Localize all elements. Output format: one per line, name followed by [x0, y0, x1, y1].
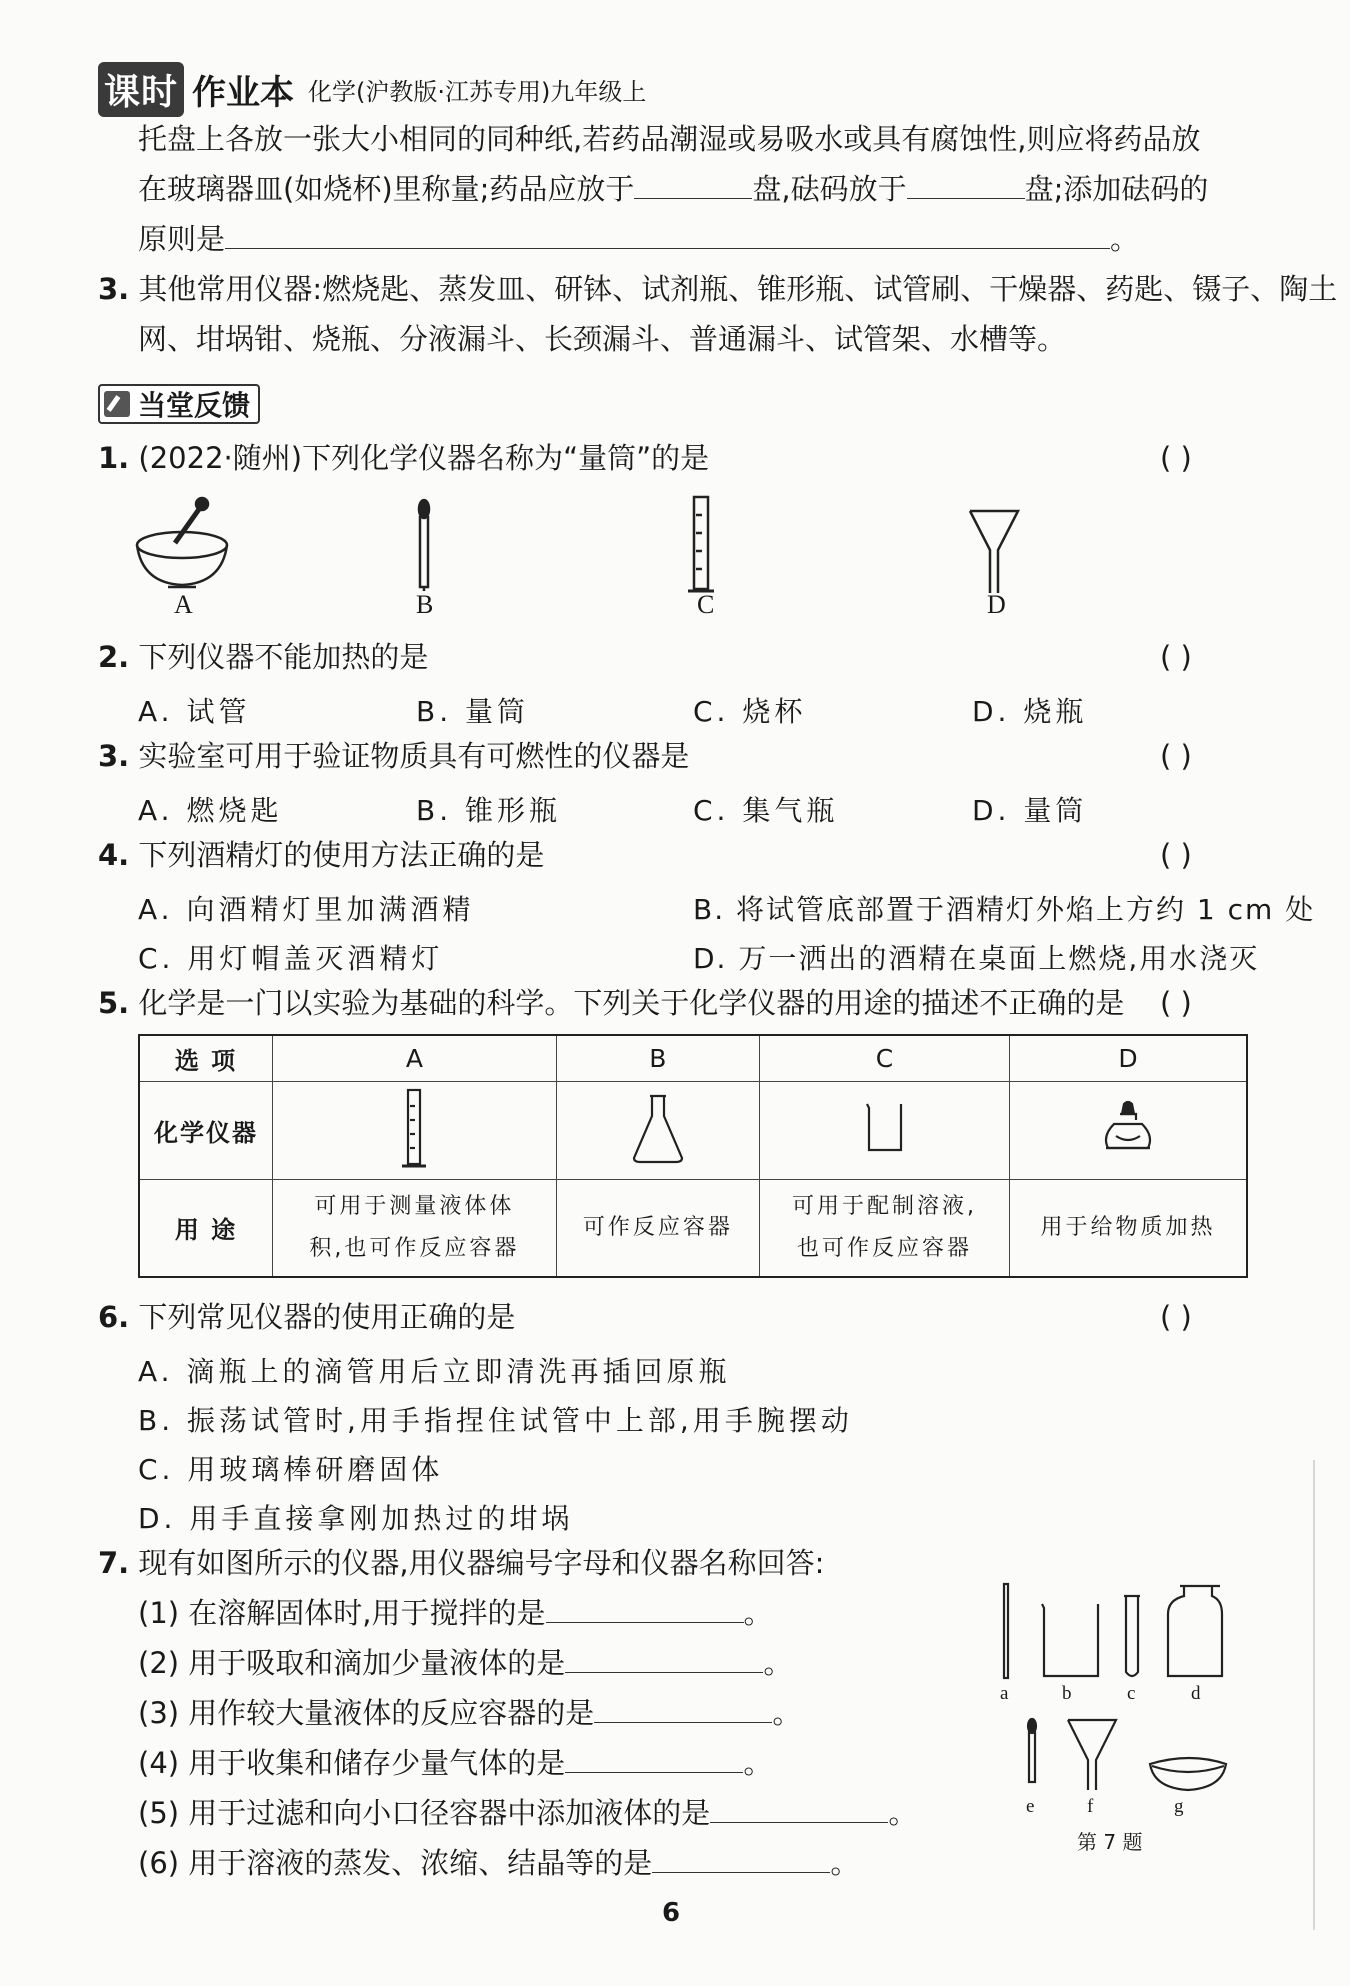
header [98, 62, 646, 117]
glass-rod-icon [1004, 1584, 1008, 1678]
funnel-icon [970, 511, 1018, 593]
table-row-header: 化学仪器 [139, 1081, 273, 1179]
question-1 [98, 441, 709, 476]
item-text: 其他常用仪器:燃烧匙、蒸发皿、研钵、试剂瓶、锥形瓶、试管刷、干燥器、药匙、镊子、陶土 [138, 272, 1338, 306]
use-text: 可用于配制溶液, [791, 1193, 977, 1219]
intro-item-3 [98, 272, 1337, 307]
question-number: 3. [98, 739, 130, 773]
option[interactable]: B. 振荡试管时,用手指捏住试管中上部,用手腕摆动 [138, 1404, 853, 1437]
intro-line-1: 托盘上各放一张大小相同的同种纸,若药品潮湿或易吸水或具有腐蚀性,则应将药品放 [138, 122, 1201, 156]
table-row [139, 1035, 1247, 1081]
subject-title: 化学(沪教版·江苏专用)九年级上 [308, 78, 647, 106]
table-cell [556, 1081, 759, 1179]
question-number: 7. [98, 1546, 130, 1580]
table-cell [1010, 1081, 1247, 1179]
item-number: 3. [98, 272, 130, 306]
question-text: 化学是一门以实验为基础的科学。下列关于化学仪器的用途的描述不正确的是 [138, 986, 1125, 1020]
option[interactable]: C. 用灯帽盖灭酒精灯 [138, 942, 444, 975]
q7-figure [990, 1580, 1240, 1830]
q7-item-6 [138, 1846, 859, 1881]
question-2 [98, 640, 428, 675]
q1-figures [130, 495, 1250, 630]
question-text: 下列仪器不能加热的是 [138, 640, 429, 674]
figure-label: C [697, 590, 715, 619]
option[interactable]: C. 集气瓶 [693, 794, 839, 827]
table-cell [759, 1081, 1009, 1179]
page-number: 6 [662, 1898, 681, 1928]
use-text: 积,也可作反应容器 [309, 1235, 520, 1261]
q7-item-3 [138, 1696, 801, 1731]
item-text: (6) 用于溶液的蒸发、浓缩、结晶等的是 [138, 1846, 653, 1880]
option[interactable]: A. 燃烧匙 [138, 794, 283, 827]
beaker-icon [1042, 1604, 1098, 1676]
answer-blank[interactable] [225, 222, 1110, 249]
answer-blank[interactable] [565, 1646, 763, 1673]
funnel-icon [1068, 1720, 1116, 1790]
figure-label: e [1026, 1796, 1035, 1817]
option[interactable]: B. 锥形瓶 [416, 794, 562, 827]
answer-blank[interactable] [710, 1796, 888, 1823]
answer-blank[interactable] [594, 1696, 772, 1723]
answer-paren[interactable]: ( ) [1160, 441, 1192, 475]
answer-paren[interactable]: ( ) [1160, 986, 1192, 1020]
binding-edge [1313, 1460, 1315, 1930]
use-text: 可用于测量液体体 [314, 1193, 515, 1219]
answer-paren[interactable]: ( ) [1160, 640, 1192, 674]
question-number: 1. [98, 441, 130, 475]
answer-paren[interactable]: ( ) [1160, 739, 1192, 773]
intro-text: 。 [1110, 222, 1140, 256]
table-cell [759, 1179, 1009, 1277]
answer-blank[interactable] [565, 1746, 743, 1773]
option[interactable]: D. 烧瓶 [972, 695, 1088, 728]
table-cell [1010, 1179, 1247, 1277]
table-row [139, 1179, 1247, 1277]
test-tube-icon [1124, 1596, 1140, 1676]
option[interactable]: D. 用手直接拿刚加热过的坩埚 [138, 1502, 574, 1535]
question-number: 6. [98, 1300, 130, 1334]
question-text: 下列酒精灯的使用方法正确的是 [138, 838, 545, 872]
figure-label: b [1062, 1683, 1072, 1704]
question-number: 4. [98, 838, 130, 872]
question-6 [98, 1300, 515, 1335]
q7-item-2 [138, 1646, 792, 1681]
table-header-cell: B [556, 1035, 759, 1081]
option[interactable]: C. 用玻璃棒研磨固体 [138, 1453, 444, 1486]
option[interactable]: B. 将试管底部置于酒精灯外焰上方约 1 cm 处 [693, 893, 1316, 926]
instrument-table [138, 1034, 1248, 1278]
question-number: 2. [98, 640, 130, 674]
question-7 [98, 1546, 824, 1581]
answer-paren[interactable]: ( ) [1160, 838, 1192, 872]
series-title: 作业本 [192, 73, 295, 113]
q7-item-4 [138, 1746, 772, 1781]
figure-label: c [1127, 1683, 1136, 1704]
option[interactable]: D. 万一洒出的酒精在桌面上燃烧,用水浇灭 [693, 942, 1260, 975]
table-header-cell: A [273, 1035, 557, 1081]
option[interactable]: B. 量筒 [416, 695, 530, 728]
period: 。 [830, 1846, 860, 1880]
reagent-bottle-icon [1168, 1586, 1222, 1676]
alcohol-lamp-icon [1098, 1100, 1158, 1156]
table-header-cell: C [759, 1035, 1009, 1081]
table-row [139, 1081, 1247, 1179]
option[interactable]: A. 试管 [138, 695, 251, 728]
dropper-icon [1028, 1719, 1036, 1782]
item-text: (4) 用于收集和储存少量气体的是 [138, 1746, 566, 1780]
answer-paren[interactable]: ( ) [1160, 1300, 1192, 1334]
section-badge [98, 384, 260, 424]
answer-blank[interactable] [652, 1846, 830, 1873]
period: 。 [888, 1796, 918, 1830]
figure-label: f [1087, 1796, 1094, 1817]
question-text: (2022·随州)下列化学仪器名称为“量筒”的是 [138, 441, 710, 475]
dropper-icon [419, 500, 429, 591]
graduated-cylinder-icon [394, 1086, 434, 1170]
item-text: (2) 用于吸取和滴加少量液体的是 [138, 1646, 566, 1680]
question-text: 现有如图所示的仪器,用仪器编号字母和仪器名称回答: [138, 1546, 825, 1580]
period: 。 [772, 1696, 802, 1730]
beaker-icon [859, 1098, 909, 1158]
use-text: 也可作反应容器 [796, 1235, 972, 1261]
graduated-cylinder-icon [688, 497, 714, 591]
intro-line-3 [138, 222, 1139, 257]
table-cell [273, 1179, 557, 1277]
conical-flask-icon [628, 1090, 688, 1166]
question-text: 实验室可用于验证物质具有可燃性的仪器是 [138, 739, 690, 773]
q7-item-5 [138, 1796, 917, 1831]
question-text: 下列常见仪器的使用正确的是 [138, 1300, 516, 1334]
figure-label: A [174, 590, 193, 619]
answer-blank[interactable] [634, 172, 752, 199]
section-title: 当堂反馈 [138, 389, 251, 422]
period: 。 [763, 1646, 793, 1680]
question-5 [98, 986, 1124, 1021]
question-4 [98, 838, 544, 873]
figure-label: d [1191, 1683, 1201, 1704]
figure-label: g [1174, 1796, 1184, 1817]
intro-item-3-cont: 网、坩埚钳、烧瓶、分液漏斗、长颈漏斗、普通漏斗、试管架、水槽等。 [138, 322, 1067, 356]
option[interactable]: A. 滴瓶上的滴管用后立即清洗再插回原瓶 [138, 1355, 731, 1388]
answer-blank[interactable] [546, 1596, 744, 1623]
intro-text: 盘;添加砝码的 [1024, 172, 1209, 206]
table-cell [273, 1081, 557, 1179]
logo: 课时 [98, 62, 184, 117]
period: 。 [743, 1596, 773, 1630]
table-row-header: 用 途 [139, 1179, 273, 1277]
intro-text: 盘,砝码放于 [752, 172, 907, 206]
answer-blank[interactable] [907, 172, 1025, 199]
intro-line-2 [138, 172, 1208, 207]
intro-text: 原则是 [138, 222, 226, 256]
figure-label: B [416, 590, 434, 619]
figure-label: a [1000, 1683, 1009, 1704]
period: 。 [743, 1746, 773, 1780]
item-text: (1) 在溶解固体时,用于搅拌的是 [138, 1596, 546, 1630]
figure-label: D [987, 590, 1006, 619]
question-number: 5. [98, 986, 130, 1020]
option[interactable]: A. 向酒精灯里加满酒精 [138, 893, 475, 926]
item-text: (5) 用于过滤和向小口径容器中添加液体的是 [138, 1796, 711, 1830]
use-text: 可作反应容器 [582, 1214, 733, 1240]
intro-text: 在玻璃器皿(如烧杯)里称量;药品应放于 [138, 172, 635, 206]
mortar-pestle-icon [137, 498, 227, 587]
option[interactable]: D. 量筒 [972, 794, 1088, 827]
evaporating-dish-icon [1150, 1758, 1226, 1790]
item-text: (3) 用作较大量液体的反应容器的是 [138, 1696, 595, 1730]
table-header-cell: D [1010, 1035, 1247, 1081]
table-cell [556, 1179, 759, 1277]
figure-caption: 第 7 题 [1077, 1830, 1143, 1854]
pencil-icon [104, 391, 130, 417]
option[interactable]: C. 烧杯 [693, 695, 807, 728]
table-header-cell: 选 项 [139, 1035, 273, 1081]
use-text: 用于给物质加热 [1040, 1214, 1216, 1240]
question-3 [98, 739, 689, 774]
q7-item-1 [138, 1596, 773, 1631]
